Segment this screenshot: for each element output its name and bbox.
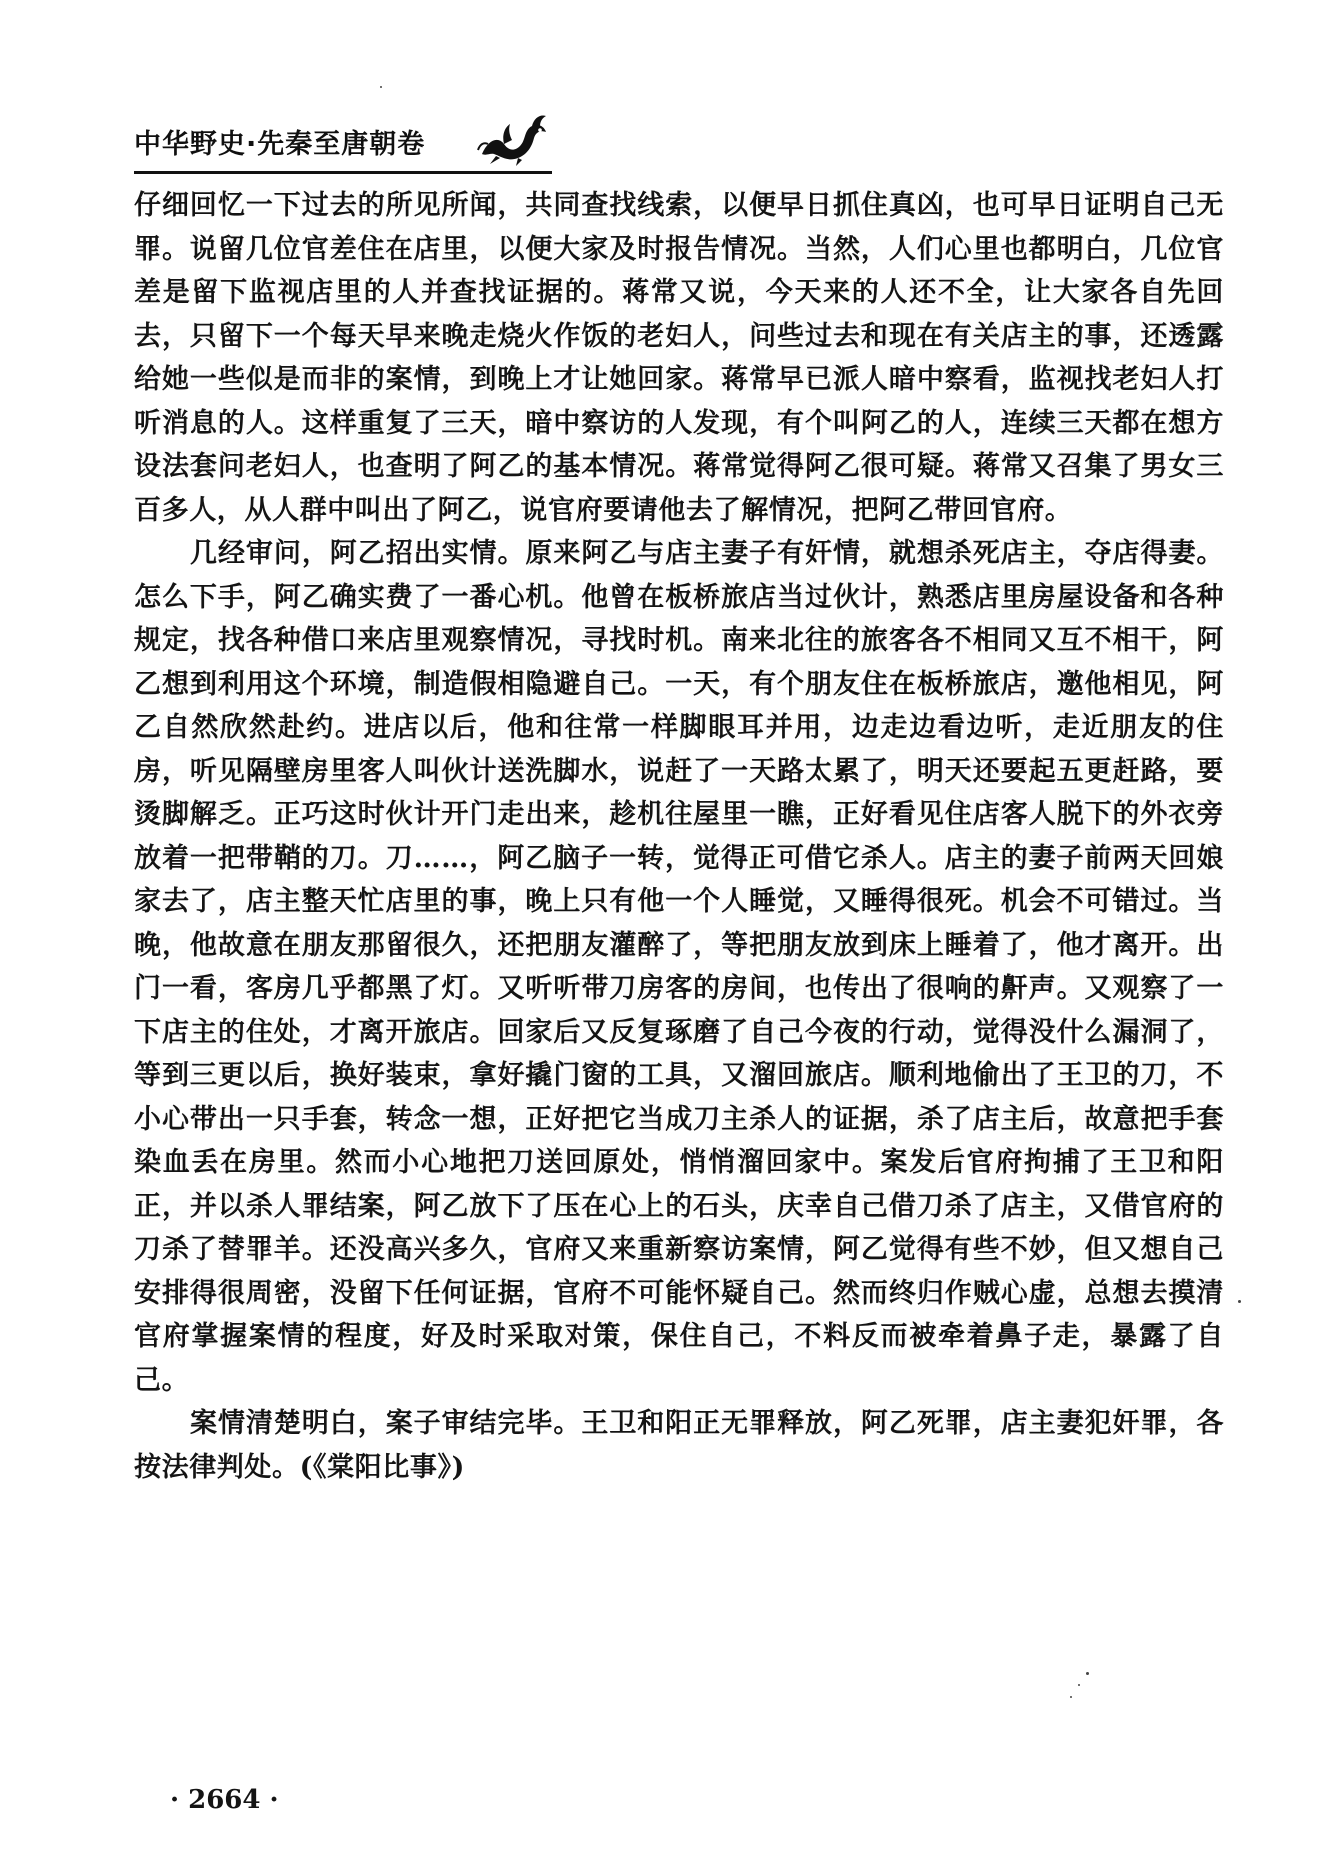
body-text	[134, 184, 1224, 1489]
scan-speck	[1238, 1300, 1241, 1303]
page-number: · 2664 ·	[170, 1785, 279, 1815]
running-header	[134, 110, 554, 180]
paragraph-3: 案情清楚明白，案子审结完毕。王卫和阳正无罪释放，阿乙死罪，店主妻犯奸罪，各按法律判处。(《棠阳比事》)	[134, 1408, 1224, 1483]
paragraph-2: 几经审问，阿乙招出实情。原来阿乙与店主妻子有奸情，就想杀死店主，夺店得妻。怎么下手，阿乙确实费了一番心机。他曾在板桥旅店当过伙计，熟悉店里房屋设备和各种规定，找各种借口来店里观察情况，寻找时机。南来北往的旅客各不相同又互不相干，阿乙想到利用这个环境，制造假相隐避自己。一天，有个朋友住在板桥旅店，邀他相见，阿乙自然欣然赴约。进店以后，他和往常一样脚眼耳并用，边走边看边听，走近朋友的住房，听见隔壁房里客人叫伙计送洗脚水，说赶了一天路太累了，明天还要起五更赶路，要烫脚解乏。正巧这时伙计开门走出来，趁机往屋里一瞧，正好看见住店客人脱下的外衣旁放着一把带鞘的刀。刀……，阿乙脑子一转，觉得正可借它杀人。店主的妻子前两天回娘家去了，店主整天忙店里的事，晚上只有他一个人睡觉，又睡得很死。机会不可错过。当晚，他故意在朋友那留很久，还把朋友灌醉了，等把朋友放到床上睡着了，他才离开。出门一看，客房几乎都黑了灯。又听听带刀房客的房间，也传出了很响的鼾声。又观察了一下店主的住处，才离开旅店。回家后又反复琢磨了自己今夜的行动，觉得没什么漏洞了，等到三更以后，换好装束，拿好撬门窗的工具，又溜回旅店。顺利地偷出了王卫的刀，不小心带出一只手套，转念一想，正好把它当成刀主杀人的证据，杀了店主后，故意把手套染血丢在房里。然而小心地把刀送回原处，悄悄溜回家中。案发后官府拘捕了王卫和阳正，并以杀人罪结案，阿乙放下了压在心上的石头，庆幸自己借刀杀了店主，又借官府的刀杀了替罪羊。还没高兴多久，官府又来重新察访案情，阿乙觉得有些不妙，但又想自己安排得很周密，没留下任何证据，官府不可能怀疑自己。然而终归作贼心虚，总想去摸清官府掌握案情的程度，好及时采取对策，保住自己，不料反而被牵着鼻子走，暴露了自己。	[134, 538, 1224, 1396]
scan-speck	[1086, 1672, 1089, 1675]
scan-speck	[1070, 1696, 1072, 1698]
scan-speck	[1078, 1684, 1080, 1686]
book-title: 中华野史·先秦至唐朝卷	[134, 129, 426, 160]
paragraph-1: 仔细回忆一下过去的所见所闻，共同查找线索，以便早日抓住真凶，也可早日证明自己无罪。说留几位官差住在店里，以便大家及时报告情况。当然，人们心里也都明白，几位官差是留下监视店里的人并查找证据的。蒋常又说，今天来的人还不全，让大家各自先回去，只留下一个每天早来晚走烧火作饭的老妇人，问些过去和现在有关店主的事，还透露给她一些似是而非的案情，到晚上才让她回家。蒋常早已派人暗中察看，监视找老妇人打听消息的人。这样重复了三天，暗中察访的人发现，有个叫阿乙的人，连续三天都在想方设法套问老妇人，也查明了阿乙的基本情况。蒋常觉得阿乙很可疑。蒋常又召集了男女三百多人，从人群中叫出了阿乙，说官府要请他去了解情况，把阿乙带回官府。	[134, 190, 1224, 526]
scan-speck	[380, 86, 382, 88]
dragon-icon	[474, 110, 554, 170]
header-rule	[134, 171, 552, 174]
